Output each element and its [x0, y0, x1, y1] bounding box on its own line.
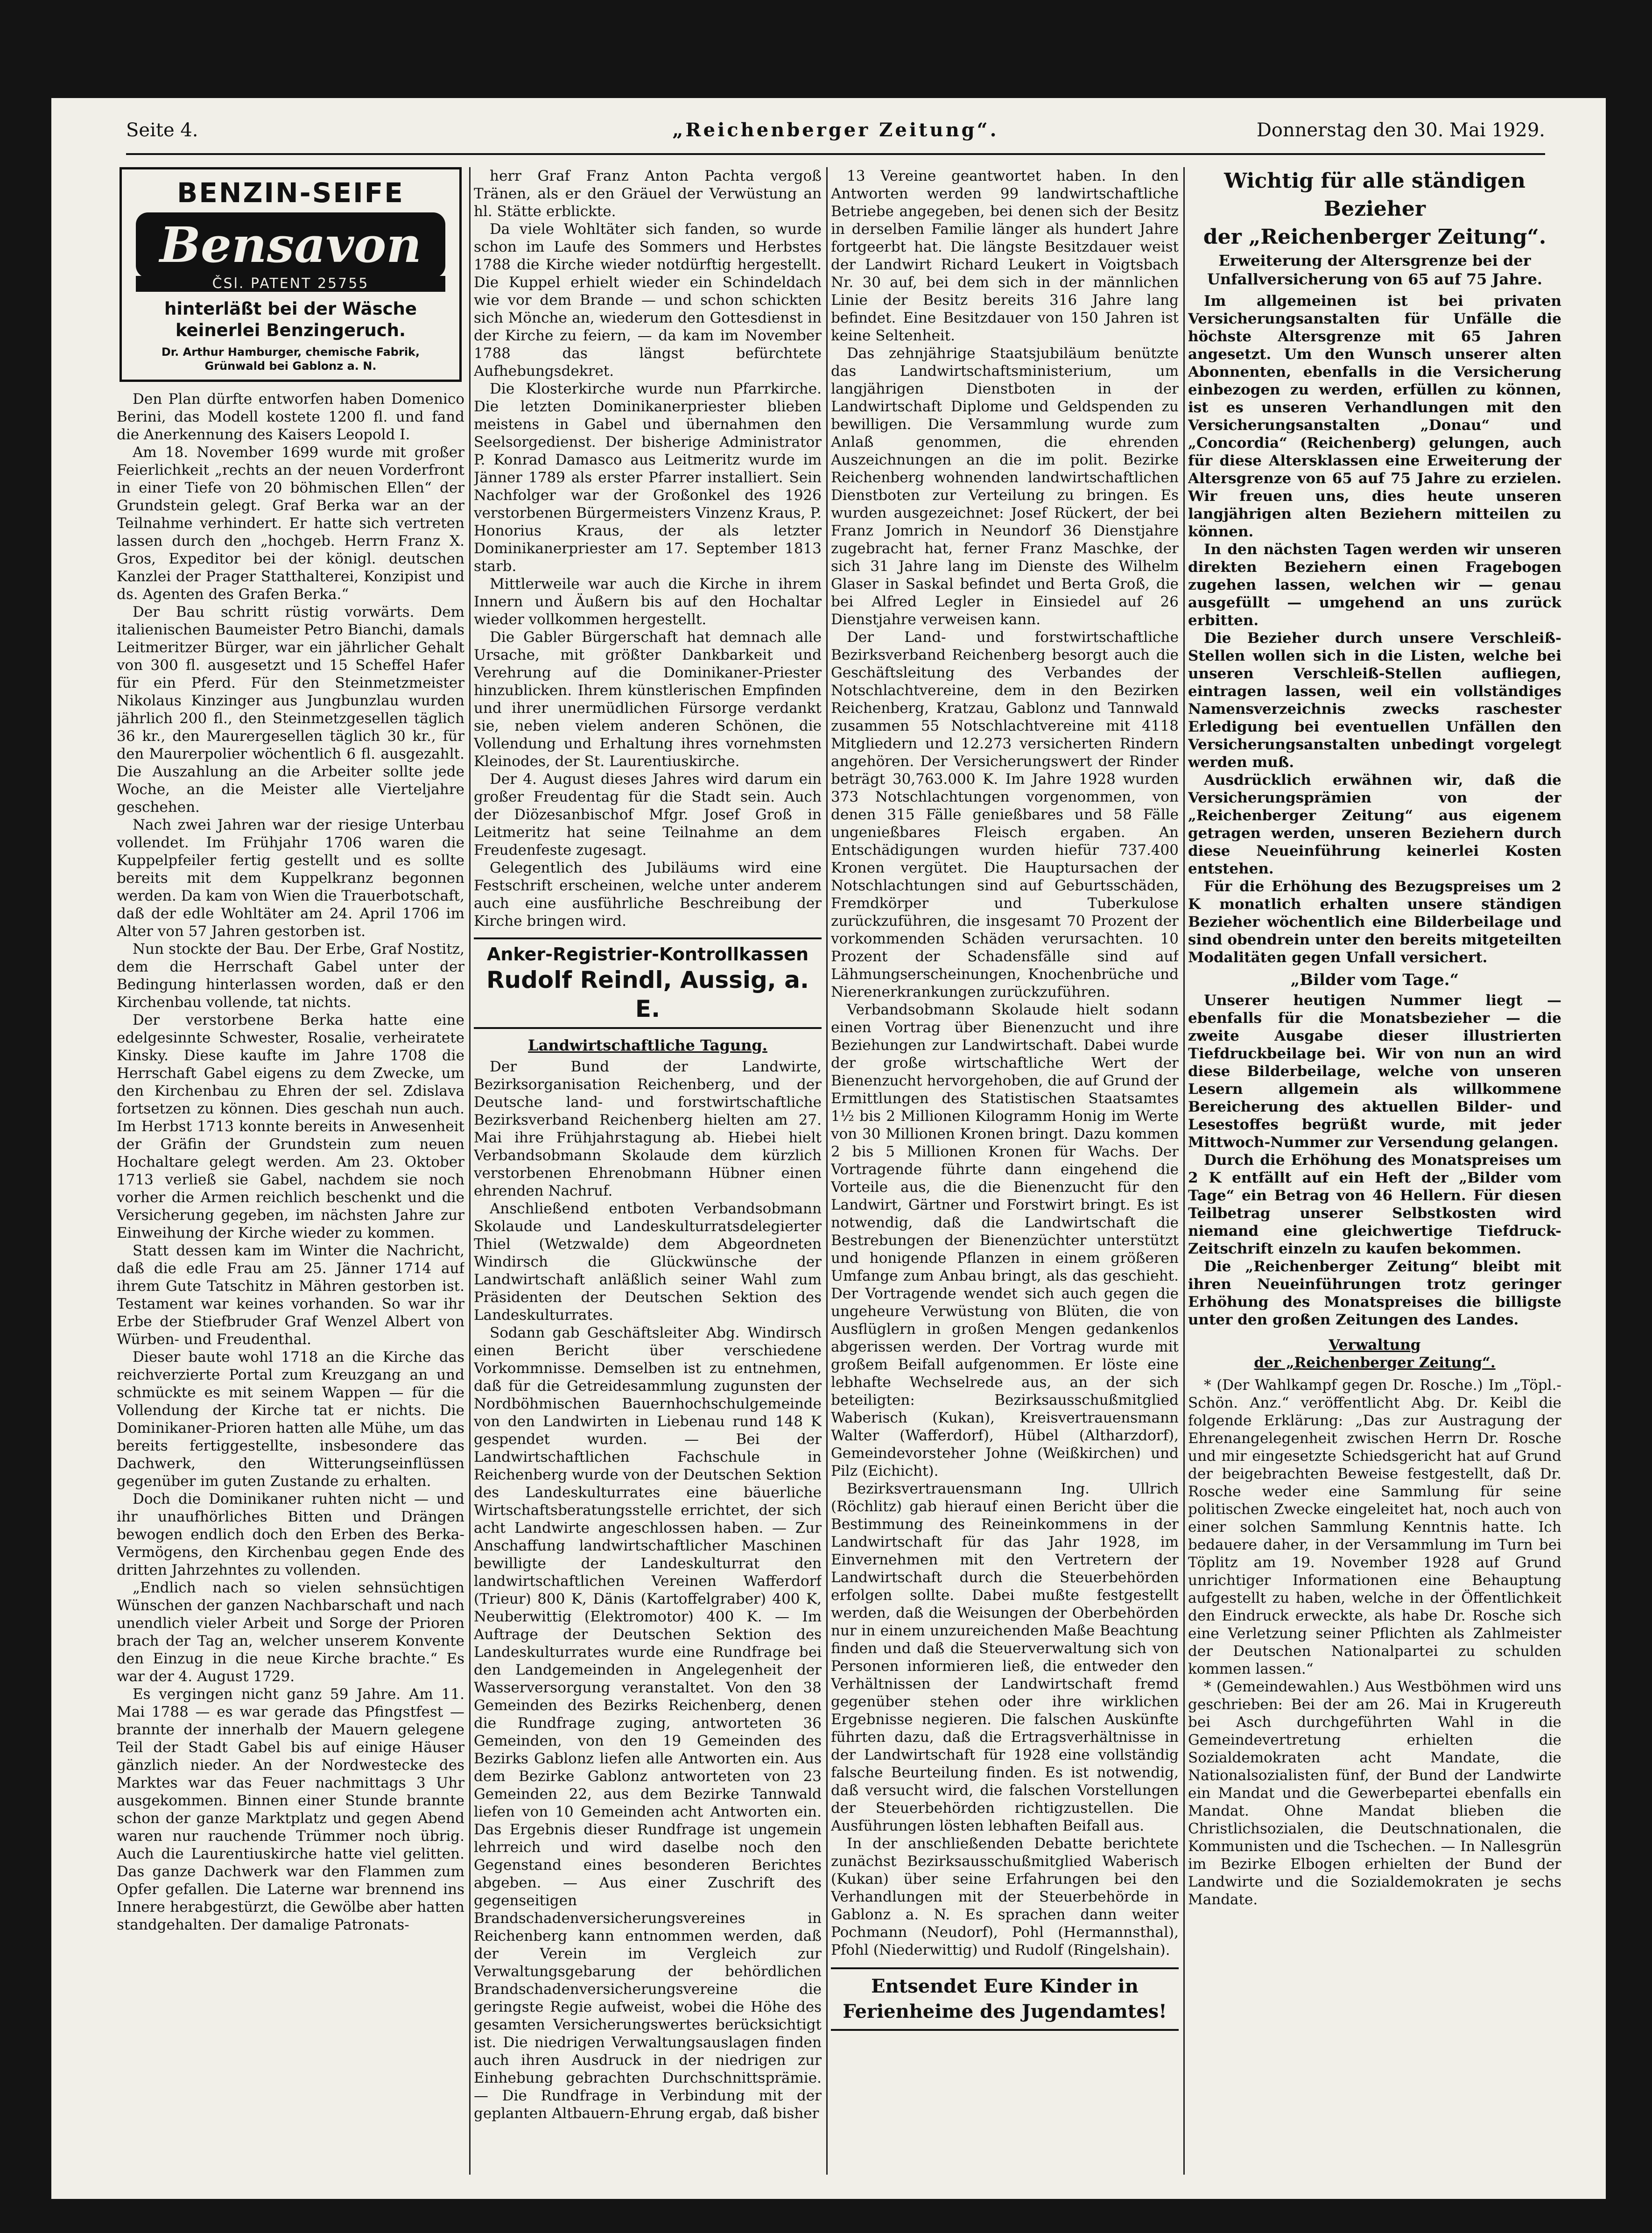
bensavon-advertisement	[120, 167, 462, 382]
article-paragraph: „Endlich nach so vielen sehnsüchtigen Wünschen der ganzen Nachbarschaft und nach unendlich vieler Arbeit und Sorge der Prioren brach der Tag an, welcher unserem Konvente den Einzug in die neue Kirche brachte.“ Es war der 4. August 1729.	[117, 1579, 464, 1685]
ad-headline: BENZIN-SEIFE	[177, 177, 404, 209]
ad-maker-line: Grünwald bei Gablonz a. N.	[204, 359, 377, 373]
notice-paragraph: Die Bezieher durch unsere Verschleiß-Stellen wollen sich in die Listen, welche bei unseren Verschleiß-Stellen aufliegen, eintragen lassen, weil ein vollständiges Namensverzeichnis zwecks raschester Erledigung bei eventuellen Unfällen den Versicherungsanstalten unbedingt vorgelegt werden muß.	[1188, 630, 1561, 771]
column-4	[1188, 167, 1561, 2184]
article-paragraph: Der Land- und forstwirtschaftliche Bezirksverband Reichenberg besorgt auch die Geschäftsleitung des Verbandes der Notschlachtvereine, dem in den Bezirken Reichenberg, Kratzau, Gablonz und Tannwald zusammen 55 Notschlachtvereine mit 4118 Mitgliedern und 12.273 versicherten Rindern angehören. Der Versicherungswert der Rinder beträgt 30,763.000 K. Im Jahre 1928 wurden 373 Notschlachtungen vorgenommen, von denen 315 Fälle genießbares und 58 Fälle ungenießbares Fleisch ergaben. An Entschädigungen wurden hiefür 737.400 Kronen vergütet. Die Hauptursachen der Notschlachtungen sind auf Geburtsschäden, Fremdkörper und Tuberkulose zurückzuführen, die insgesamt 70 Prozent der vorkommenden Schäden verursachten. 10 Prozent der Schadensfälle sind auf Lähmungserscheinungen, Knochenbrüche und Nierenerkrankungen zurückzuführen.	[831, 629, 1179, 1000]
article-paragraph: * (Der Wahlkampf gegen Dr. Rosche.) Im „Töpl.-Schön. Anz.“ veröffentlicht Abg. Dr. Keibl die folgende Erklärung: „Das zur Austragung der Ehrenangelegenheit zwischen Herrn Dr. Rosche und mir eingesetzte Schiedsgericht hat auf Grund der beigebrachten Beweise festgestellt, daß Dr. Rosche weder eine Sammlung für seine politischen Zwecke eingeleitet hat, noch auch von einer solchen Sammlung Kenntnis hatte. Ich bedauere daher, in der Versammlung im Turn bei Töplitz am 19. November 1928 auf Grund unrichtiger Informationen eine Behauptung aufgestellt zu haben, welche in der Öffentlichkeit den Eindruck erweckte, als habe Dr. Rosche sich eine Verletzung seiner Pflichten als Zahlmeister der Deutschen Nationalpartei zu schulden kommen lassen.“	[1188, 1377, 1561, 1677]
article-paragraph: In der anschließenden Debatte berichtete zunächst Bezirksausschußmitglied Waberisch (Kukan) über seine Erfahrungen bei den Verhandlungen mit der Steuerbehörde in Gablonz a. N. Es sprachen dann weiter Pochmann (Neudorf), Pohl (Hermannsthal), Pfohl (Niederwittig) und Rudolf (Ringelshain).	[831, 1835, 1179, 1958]
column-divider	[1183, 167, 1185, 2175]
column-divider	[469, 167, 471, 2175]
notice-paragraph: Unserer heutigen Nummer liegt — ebenfalls für die Monatsbezieher — die zweite Ausgabe dieser illustrierten Tiefdruckbeilage bei. Wir von nun an wird diese Bilderbeilage, welche von unseren Lesern allgemein als willkommene Bereicherung des aktuellen Bilder- und Lesestoffes begrüßt wurde, mit jeder Mittwoch-Nummer zur Versendung gelangen.	[1188, 992, 1561, 1151]
article-paragraph: Sodann gab Geschäftsleiter Abg. Windirsch einen Bericht über verschiedene Vorkommnisse. Demselben ist zu entnehmen, daß für die Getreidesammlung zugunsten der Nordböhmischen Bauernhochschulgemeinde von den Landwirten in Liebenau rund 148 K gespendet wurden. — Bei der Landwirtschaftlichen Fachschule in Reichenberg wurde von der Deutschen Sektion des Landeskulturrates eine bäuerliche Wirtschaftsberatungsstelle errichtet, der sich acht Landwirte angeschlossen haben. — Zur Anschaffung landwirtschaftlicher Maschinen bewilligte der Landeskulturrat den landwirtschaftlichen Vereinen Wafferdorf (Trieur) 800 K, Dänis (Kartoffelgraber) 400 K, Neuberwittig (Elektromotor) 400 K. — Im Auftrage der Deutschen Sektion des Landeskulturrates wurde eine Rundfrage bei den Landgemeinden in Angelegenheit der Wasserversorgung veranstaltet. Von den 38 Gemeinden des Bezirks Reichenberg, denen die Rundfrage zuging, antworteten 36 Gemeinden, von den 19 Gemeinden des Bezirks Gablonz liefen alle Antworten ein. Aus dem Bezirke Gablonz antworteten von 23 Gemeinden 22, aus dem Bezirke Tannwald liefen von 10 Gemeinden acht Antworten ein. Das Ergebnis dieser Rundfrage ist ungemein lehrreich und wird daselbe noch den Gegenstand eines besonderen Berichtes abgeben. — Aus einer Zuschrift des gegenseitigen Brandschadenversicherungsvereines in Reichenberg kann entnommen werden, daß der Verein im Vergleich zur Verwaltungsgebarung der behördlichen Brandschadenversicherungsvereine die geringste Regie aufweist, wobei die Höhe des gesamten Versicherungswertes berücksichtigt ist. Die niedrigen Verwaltungsauslagen finden auch ihren Ausdruck in der niedrigen zur Einhebung gebrachten Durchschnittsprämie. — Die Rundfrage in Verbindung mit der geplanten Altbauern-Ehrung ergab, daß bisher	[474, 1324, 822, 2122]
notice-paragraph: Im allgemeinen ist bei privaten Versicherungsanstalten für Unfälle die höchste Altersgrenze mit 65 Jahren angesetzt. Um den Wunsch unserer alten Abonnenten, ebenfalls in die Versicherung einbezogen zu werden, erfüllen zu können, ist es unseren Verhandlungen mit den Versicherungsanstalten „Donau“ und „Concordia“ (Reichenberg) gelungen, auch für diese Altersklassen eine Erweiterung der Altersgrenze von 65 auf 75 Jahre zu erzielen. Wir freuen uns, dies heute unseren langjährigen alten Beziehern mitteilen zu können.	[1188, 293, 1561, 540]
ad-claim-line: keinerlei Benzingeruch.	[175, 320, 406, 340]
article-paragraph: * (Gemeindewahlen.) Aus Westböhmen wird uns geschrieben: Bei der am 26. Mai in Krugereuth bei Asch durchgeführten Wahl in die Gemeindevertretung erhielten die Sozialdemokraten acht Mandate, die Nationalsozialisten fünf, der Bund der Landwirte ein Mandat und die Gewerbepartei ebenfalls ein Mandat. Ohne Mandat blieben die Christlichsozialen, die Deutschnationalen, die Kommunisten und die Tschechen. — In Nallesgrün im Bezirke Elbogen erhielten der Bund der Landwirte und die Sozialdemokraten je sechs Mandate.	[1188, 1678, 1561, 1908]
article-paragraph: Nach zwei Jahren war der riesige Unterbau vollendet. Im Frühjahr 1706 waren die Kuppelpfeiler fertig gestellt und es sollte bereits mit dem Kuppelkranz begonnen werden. Da kam von Wien die Trauerbotschaft, daß der edle Wohltäter am 24. April 1706 im Alter von 57 Jahren gestorben ist.	[117, 817, 464, 940]
article-paragraph: Mittlerweile war auch die Kirche in ihrem Innern und Äußern bis auf den Hochaltar wieder vollkommen hergestellt.	[474, 576, 822, 628]
notice-paragraph: Die „Reichenberger Zeitung“ bleibt mit ihren Neueinführungen trotz geringer Erhöhung des Monatspreises die billigste unter den großen Zeitungen des Landes.	[1188, 1258, 1561, 1328]
article-paragraph: Der Bau schritt rüstig vorwärts. Dem italienischen Baumeister Petro Bianchi, damals Leitmeritzer Bürger, war ein jährlicher Gehalt von 300 fl. ausgesetzt und 15 Scheffel Hafer für ein Pferd. Für den Steinmetzmeister Nikolaus Kinzinger aus Jungbunzlau wurden jährlich 200 fl., den Steinmetzgesellen täglich 36 kr., den Maurergesellen täglich 30 kr., für den Maurerpolier wöchentlich 6 fl. ausgezahlt. Die Auszahlung an die Arbeiter sollte jede Woche, an die Meister alle Vierteljahre geschehen.	[117, 604, 464, 816]
article-paragraph: Dieser baute wohl 1718 an die Kirche das reichverzierte Portal zum Kreuzgang an und schmückte es mit seinem Wappen — für die Vollendung der Kirche tat er nichts. Die Dominikaner-Prioren hatten alle Mühe, um das bereits fertiggestellte, insbesondere das Dachwerk, den Witterungseinflüssen gegenüber im guten Zustande zu erhalten.	[117, 1349, 464, 1490]
section-heading: Landwirtschaftliche Tagung.	[528, 1036, 767, 1054]
notice-subtitle: Erweiterung der Altersgrenze bei der Unfallversicherung von 65 auf 75 Jahre.	[1207, 252, 1543, 288]
column-1	[117, 167, 464, 2184]
article-paragraph: Statt dessen kam im Winter die Nachricht, daß die edle Frau am 25. Jänner 1714 auf ihrem Gute Tatschitz in Mähren gestorben ist. Testament war keines vorhanden. So war ihr Erbe der Stiefbruder Graf Wenzel Albert von Würben- und Freudenthal.	[117, 1242, 464, 1348]
notice-body	[1188, 292, 1561, 1329]
article-paragraph: Bezirksvertrauensmann Ing. Ullrich (Röchlitz) gab hierauf einen Bericht über die Bestimmung des Reineinkommens in der Landwirtschaft für das Jahr 1928, im Einvernehmen mit den Vertretern der Landwirtschaft durch die Steuerbehörden erfolgen sollte. Dabei mußte festgestellt werden, daß die Weisungen der Oberbehörden nur in einem unzureichenden Maße Beachtung finden und daß die Steuerverwaltung sich von Personen informieren ließ, die entweder den Verhältnissen der Landwirtschaft fremd gegenüber stehen oder ihre wirklichen Ergebnisse negieren. Die falschen Auskünfte führten dazu, daß die Ertragsverhältnisse in der Landwirtschaft für 1928 eine vollständig falsche Beurteilung finden. Es ist notwendig, daß versucht wird, die falschen Vorstellungen der Steuerbehörden richtigzustellen. Die Ausführungen lösten lebhaften Beifall aus.	[831, 1480, 1179, 1834]
article-paragraph: Anschließend entboten Verbandsobmann Skolaude und Landeskulturratsdelegierter Thiel (Wetzwalde) dem Abgeordneten Windirsch die Glückwünsche der Landwirtschaft anläßlich seiner Wahl zum Präsidenten der Deutschen Sektion des Landeskulturrates.	[474, 1200, 822, 1324]
article-paragraph: Da viele Wohltäter sich fanden, so wurde schon im Laufe des Sommers und Herbstes 1788 die Kirche wieder notdürftig hergestellt. Die Kuppel erhielt wieder ein Schindeldach wie vor dem Brande — und schon schickten sich Mönche an, wiederum den Gottesdienst in der Kirche zu feiern, — da kam im November 1788 das längst befürchtete Aufhebungsdekret.	[474, 221, 822, 380]
signature-line: Verwaltung	[1329, 1337, 1421, 1353]
newspaper-title: „Reichenberger Zeitung“.	[672, 119, 999, 141]
ad-claim	[127, 298, 454, 341]
brand-logo: Bensavon	[136, 212, 445, 278]
header-rule	[126, 153, 1545, 155]
column-divider	[826, 167, 828, 2175]
article-paragraph: Es vergingen nicht ganz 59 Jahre. Am 11. Mai 1788 — es war gerade das Pfingstfest — brannte der innerhalb der Mauern gelegene Teil der Stadt Gabel bis auf einige Häuser gänzlich nieder. An der Nordwestecke des Marktes war das Feuer nachmittags 3 Uhr ausgekommen. Binnen einer Stunde brannte schon der ganze Marktplatz und gegen Abend waren nur rauchende Trümmer noch übrig. Auch die Laurentiuskirche hatte viel gelitten. Das ganze Dachwerk war den Flammen zum Opfer gefallen. Die Laterne war brennend ins Innere herabgestürzt, die Gewölbe aber hatten standgehalten. Der damalige Patronats-	[117, 1686, 464, 1933]
article-paragraph: 13 Vereine geantwortet haben. In den Antworten werden 99 landwirtschaftliche Betriebe angegeben, bei denen sich der Besitz in derselben Familie länger als hundert Jahre fortgeerbt hat. Die längste Besitzdauer weist der Landwirt Richard Leukert in Voigtsbach Nr. 30 auf, bei dem sich in der männlichen Linie der Besitz bereits 316 Jahre lang befindet. Eine Besitzdauer von 150 Jahren ist keine Seltenheit.	[831, 168, 1179, 344]
article-paragraph: Das zehnjährige Staatsjubiläum benützte das Landwirtschaftsministerium, um langjährigen Dienstboten in der Landwirtschaft Diplome und Geldspenden zu bewilligen. Die Versammlung wurde zum Anlaß genommen, die ehrenden Auszeichnungen an die im polit. Bezirke Reichenberg wohnenden landwirtschaftlichen Dienstboten zur Verteilung zu bringen. Es wurden ausgezeichnet: Josef Rückert, der bei Franz Jomrich in Neundorf 36 Dienstjahre zugebracht hat, ferner Franz Maschke, der sich 31 Jahre lang im Dienste des Wilhelm Glaser in Saskal befindet und Berta Groß, die bei Alfred Legler in Einsiedel auf 26 Dienstjahre verweisen kann.	[831, 345, 1179, 628]
newspaper-page	[51, 98, 1606, 2199]
column-3	[831, 167, 1179, 2184]
ad-maker-line: Dr. Arthur Hamburger, chemische Fabrik,	[161, 345, 420, 359]
ad-claim-line: hinterläßt bei der Wäsche	[164, 299, 417, 319]
article-paragraph: Am 18. November 1699 wurde mit großer Feierlichkeit „rechts an der neuen Vorderfront in einer Tiefe von 20 böhmischen Ellen“ der Grundstein gelegt. Graf Berka war an der Teilnahme verhindert. Er hatte sich vertreten lassen durch den „hochgeb. Herrn Franz X. Gros, Expeditor bei der königl. deutschen Kanzlei der Prager Statthalterei, Konzipist und ds. Agenten des Grafen Berka.“	[117, 444, 464, 603]
administration-signature	[1188, 1336, 1561, 1372]
page-header	[126, 113, 1545, 148]
ferienheim-notice: Entsendet Eure Kinder in Ferienheime des Jugendamtes!	[831, 1967, 1179, 2031]
bilder-heading: „Bilder vom Tage.“	[1290, 971, 1459, 989]
article-paragraph: Die Gabler Bürgerschaft hat demnach alle Ursache, mit größter Dankbarkeit und Verehrung auf die Dominikaner-Priester hinzublicken. Ihrem künstlerischen Empfinden und ihrer unermüdlichen Fürsorge verdankt sie, neben vielem anderen Schönen, die Vollendung und Erhaltung ihres vornehmsten Kleinodes, der St. Laurentiuskirche.	[474, 629, 822, 770]
ad-company: Rudolf Reindl, Aussig, a. E.	[486, 966, 809, 1022]
article-paragraph: Gelegentlich des Jubiläums wird eine Festschrift erscheinen, welche unter anderem auch eine ausführliche Beschreibung der Kirche bringen wird.	[474, 859, 822, 930]
column-2	[474, 167, 822, 2184]
signature-line: der „Reichenberger Zeitung“.	[1254, 1354, 1496, 1371]
article-paragraph: Der 4. August dieses Jahres wird darum ein großer Freudentag für die Stadt sein. Auch der Diözesanbischof Mfgr. Josef Groß in Leitmeritz hat seine Teilnahme an dem Freudenfeste zugesagt.	[474, 771, 822, 859]
article-paragraph: Nun stockte der Bau. Der Erbe, Graf Nostitz, dem die Herrschaft Gabel unter der Bedingung hinterlassen worden, daß er den Kirchenbau vollende, tat nichts.	[117, 941, 464, 1011]
article-paragraph: herr Graf Franz Anton Pachta vergoß Tränen, als er den Gräuel der Verwüstung an hl. Stätte erblickte.	[474, 168, 822, 220]
notice-title: der „Reichenberger Zeitung“.	[1203, 225, 1547, 249]
article-paragraph: Verbandsobmann Skolaude hielt sodann einen Vortrag über Bienenzucht und ihre Beziehungen zur Landwirtschaft. Dabei wurde der große wirtschaftliche Wert der Bienenzucht hervorgehoben, die auf Grund der Ermittlungen des Statistischen Staatsamtes 1½ bis 2 Millionen Kilogramm Honig im Werte von 30 Millionen Kronen bringt. Dazu kommen 2 bis 5 Millionen Kronen für Wachs. Der Vortragende führte dann eingehend die Vorteile aus, die die Bienenzucht für den Landwirt, Gärtner und Forstwirt bringt. Es ist notwendig, daß die Landwirtschaft die Bestrebungen der Bienenzüchter unterstützt und honigende Pflanzen in einem größeren Umfange zum Anbau bringt, als das geschieht. Der Vortragende wendet sich auch gegen die ungeheure Verwüstung von Blüten, die von Ausflüglern in großen Mengen gedankenlos abgerissen werden. Der Vortrag wurde mit großem Beifall aufgenommen. Er löste eine lebhafte Wechselrede aus, an der sich beteiligten: Bezirksausschußmitglied Waberisch (Kukan), Kreisvertrauensmann Walter (Wafferdorf), Hübel (Altharzdorf), Gemeindevorsteher Johne (Weißkirchen) und Pilz (Eichicht).	[831, 1001, 1179, 1479]
notice-title: Wichtig für alle ständigen Bezieher	[1224, 169, 1525, 221]
notice-paragraph: In den nächsten Tagen werden wir unseren direkten Beziehern einen Fragebogen zugehen lassen, welchen wir — genau ausgefüllt — umgehend an uns zurück erbitten.	[1188, 541, 1561, 629]
article-paragraph: Der verstorbene Berka hatte eine edelgesinnte Schwester, Rosalie, verheiratete Kinsky. Diese kaufte im Jahre 1708 die Herrschaft Gabel eigens zu dem Zwecke, um den Kirchenbau zu Ehren der sel. Zdislava fortsetzen zu können. Dies geschah nun auch. Im Herbst 1713 konnte bereits in Anwesenheit der Gräfin der Grundstein zum neuen Hochaltare gelegt werden. Am 23. Oktober 1713 verließ sie Gabel, nachdem sie noch vorher die Armen reichlich beschenkt und die Versicherung gegeben, im nächsten Jahre zur Einweihung der Kirche wieder zu kommen.	[117, 1012, 464, 1241]
issue-date: Donnerstag den 30. Mai 1929.	[1256, 120, 1545, 141]
article-paragraph: Die Klosterkirche wurde nun Pfarrkirche. Die letzten Dominikanerpriester blieben meistens in Gabel und übernahmen den Seelsorgedienst. Der bisherige Administrator P. Konrad Damasco aus Leitmeritz wurde im Jänner 1789 als erster Pfarrer installiert. Sein Nachfolger war der Großonkel des 1926 verstorbenen Bürgermeisters Vinzenz Kraus, P. Honorius Kraus, der als letzter Dominikanerpriester am 17. September 1813 starb.	[474, 380, 822, 575]
notice-paragraph: Durch die Erhöhung des Monatspreises um 2 K entfällt auf ein Heft der „Bilder vom Tage“ ein Betrag von 46 Hellern. Für diesen Teilbetrag unserer Selbstkosten wird niemand eine gleichwertige Tiefdruck-Zeitschrift einzeln zu kaufen bekommen.	[1188, 1152, 1561, 1257]
article-paragraph: Den Plan dürfte entworfen haben Domenico Berini, das Modell kostete 1200 fl. und fand die Anerkennung des Kaisers Leopold I.	[117, 391, 464, 443]
ad-product: Anker-Registrier-Kontrollkassen	[486, 944, 809, 965]
notice-paragraph: Für die Erhöhung des Bezugspreises um 2 K monatlich erhalten unsere ständigen Bezieher wöchentlich eine Bilderbeilage und sind obendrein unter den bereits mitgeteilten Modalitäten gegen Unfall versichert.	[1188, 878, 1561, 966]
page-number: Seite 4.	[126, 120, 198, 141]
patent-number: ČSl. PATENT 25755	[136, 276, 445, 292]
notice-paragraph: Ausdrücklich erwähnen wir, daß die Versicherungsprämien von der „Reichenberger Zeitung“ aus eigenem getragen werden, unseren Beziehern durch diese Neueinführung keinerlei Kosten entstehen.	[1188, 772, 1561, 877]
article-paragraph: Doch die Dominikaner ruhten nicht — und ihr unaufhörliches Bitten und Drängen bewogen endlich doch den Erben des Berka-Vermögens, den Kirchenbau gegen Ende des dritten Jahrzehntes zu vollenden.	[117, 1491, 464, 1578]
article-paragraph: Der Bund der Landwirte, Bezirksorganisation Reichenberg, und der Deutsche land- und forstwirtschaftliche Bezirksverband Reichenberg hielten am 27. Mai ihre Frühjahrstagung ab. Hiebei hielt Verbandsobmann Skolaude dem kürzlich verstorbenen Ehrenobmann Hübner einen ehrenden Nachruf.	[474, 1058, 822, 1199]
ad-maker	[127, 345, 454, 373]
anker-advertisement	[474, 937, 822, 1029]
